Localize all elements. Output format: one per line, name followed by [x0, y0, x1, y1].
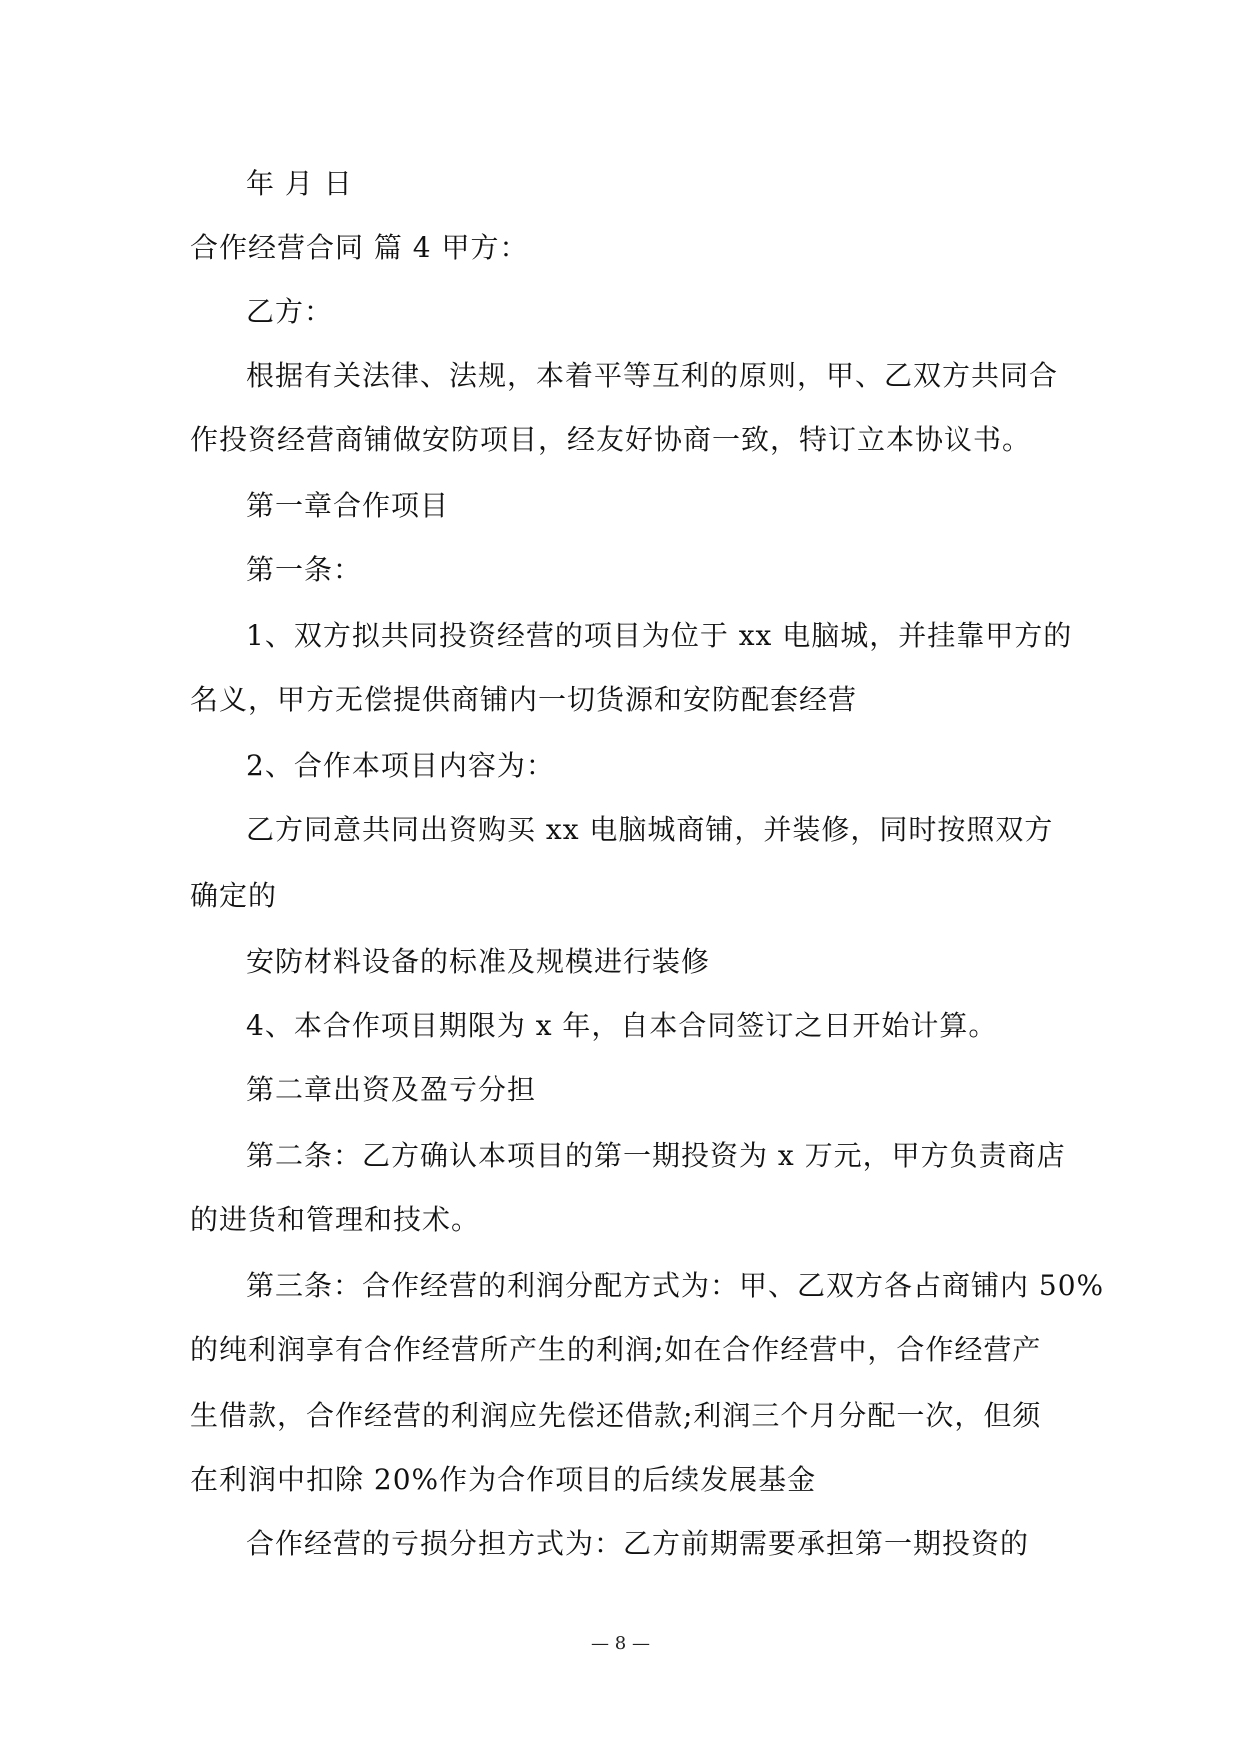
paragraph-line: 2、合作本项目内容为：: [246, 749, 555, 782]
chapter-heading: 第一章合作项目: [246, 489, 450, 522]
paragraph-line: 第三条：合作经营的利润分配方式为：甲、乙双方各占商铺内 50%: [246, 1269, 1105, 1302]
article-heading: 第一条：: [246, 553, 363, 586]
date-line: 年 月 日: [246, 167, 353, 200]
paragraph-line: 安防材料设备的标准及规模进行装修: [246, 945, 711, 978]
paragraph-line: 的进货和管理和技术。: [190, 1203, 481, 1236]
paragraph-line: 生借款，合作经营的利润应先偿还借款;利润三个月分配一次，但须: [190, 1399, 1042, 1432]
paragraph-line: 第二条：乙方确认本项目的第一期投资为 x 万元，甲方负责商店: [246, 1139, 1066, 1172]
chapter-heading: 第二章出资及盈亏分担: [246, 1073, 537, 1106]
paragraph-line: 名义，甲方无偿提供商铺内一切货源和安防配套经营: [190, 683, 858, 716]
paragraph-line: 合作经营的亏损分担方式为：乙方前期需要承担第一期投资的: [246, 1527, 1030, 1560]
paragraph-line: 的纯利润享有合作经营所产生的利润;如在合作经营中，合作经营产: [190, 1333, 1042, 1366]
paragraph-line: 1、双方拟共同投资经营的项目为位于 xx 电脑城，并挂靠甲方的: [246, 619, 1073, 652]
paragraph-line: 在利润中扣除 20%作为合作项目的后续发展基金: [190, 1463, 817, 1496]
paragraph-line: 确定的: [190, 879, 278, 912]
party-b-line: 乙方：: [246, 295, 334, 328]
paragraph-line: 根据有关法律、法规，本着平等互利的原则，甲、乙双方共同合: [246, 359, 1059, 392]
contract-title-line: 合作经营合同 篇 4 甲方：: [190, 231, 529, 264]
paragraph-line: 4、本合作项目期限为 x 年，自本合同签订之日开始计算。: [246, 1009, 998, 1042]
paragraph-line: 乙方同意共同出资购买 xx 电脑城商铺，并装修，同时按照双方: [246, 813, 1054, 846]
page-number: — 8 —: [591, 1633, 650, 1654]
paragraph-line: 作投资经营商铺做安防项目，经友好协商一致，特订立本协议书。: [190, 423, 1032, 456]
